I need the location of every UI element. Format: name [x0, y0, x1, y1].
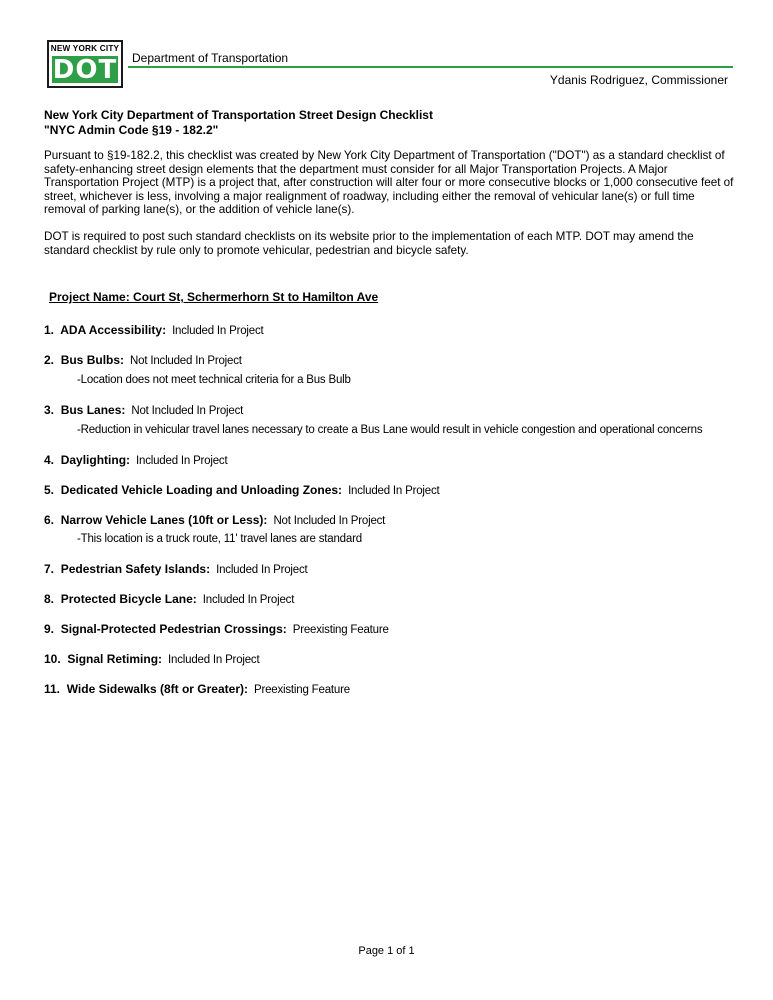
item-label: 10. Signal Retiming:	[44, 652, 163, 666]
item-status: Preexisting Feature	[292, 624, 389, 636]
item-note: -This location is a truck route, 11' travel lanes are standard	[77, 533, 362, 545]
item-status: Not Included In Project	[130, 355, 242, 367]
checklist-item	[44, 592, 294, 606]
nyc-dot-logo	[47, 40, 123, 88]
checklist-item	[44, 483, 440, 497]
item-label: 4. Daylighting:	[44, 453, 131, 467]
item-label: 9. Signal-Protected Pedestrian Crossings:	[44, 622, 287, 636]
item-status: Included In Project	[348, 485, 440, 497]
commissioner-name: Ydanis Rodriguez, Commissioner	[549, 73, 728, 87]
checklist-item	[44, 652, 259, 666]
document-title	[44, 108, 433, 138]
checklist-item	[44, 323, 264, 337]
item-label: 1. ADA Accessibility:	[44, 323, 167, 337]
title-line-2: "NYC Admin Code §19 - 182.2"	[44, 123, 219, 137]
checklist-item	[44, 403, 243, 417]
intro-paragraph: Pursuant to §19-182.2, this checklist was created by New York City Department of Transportation ("DOT") as a standard checklist of safety-enhancing street design elements that the department must consider for all Major Transportation Projects. A Major Transportation Project (MTP) is a project that, after construction will alter four or more consecutive blocks or 1,000 consecutive feet of street, whichever is less, involving a major realignment of roadway, including either the removal of vehicular lane(s) or full time removal of parking lane(s), or the addition of vehicle lane(s).	[44, 149, 734, 216]
item-label: 6. Narrow Vehicle Lanes (10ft or Less):	[44, 513, 268, 527]
checklist-item	[44, 513, 385, 527]
checklist-item	[44, 562, 308, 576]
item-status: Included In Project	[136, 455, 228, 467]
title-line-1: New York City Department of Transportation Street Design Checklist	[44, 108, 433, 122]
item-status: Included In Project	[172, 325, 264, 337]
item-label: 3. Bus Lanes:	[44, 403, 126, 417]
logo-main-text: DOT	[52, 54, 118, 85]
requirement-paragraph: DOT is required to post such standard checklists on its website prior to the implementation of each MTP. DOT may amend the standard checklist by rule only to promote vehicular, pedestrian and bicycle safety.	[44, 230, 694, 257]
item-label: 7. Pedestrian Safety Islands:	[44, 562, 211, 576]
logo-main-block	[52, 56, 118, 83]
item-label: 11. Wide Sidewalks (8ft or Greater):	[44, 682, 248, 696]
logo-top-text: NEW YORK CITY	[50, 44, 120, 53]
item-status: Included In Project	[202, 594, 295, 606]
checklist-item	[44, 622, 389, 636]
item-status: Included In Project	[216, 564, 308, 576]
item-status: Included In Project	[168, 654, 260, 666]
item-status: Not Included In Project	[273, 515, 386, 527]
page-number: Page 1 of 1	[358, 945, 415, 957]
item-note: -Reduction in vehicular travel lanes necessary to create a Bus Lane would result in vehicle congestion and operational concerns	[77, 424, 703, 436]
checklist-item	[44, 453, 227, 467]
item-label: 8. Protected Bicycle Lane:	[44, 592, 197, 606]
item-status: Not Included In Project	[131, 405, 244, 417]
department-name: Department of Transportation	[132, 51, 289, 65]
item-status: Preexisting Feature	[253, 684, 350, 696]
project-name: Project Name: Court St, Schermerhorn St to Hamilton Ave	[49, 290, 379, 304]
header-divider	[128, 66, 733, 68]
item-label: 2. Bus Bulbs:	[44, 353, 125, 367]
item-label: 5. Dedicated Vehicle Loading and Unloading Zones:	[44, 483, 343, 497]
item-note: -Location does not meet technical criteria for a Bus Bulb	[77, 374, 351, 386]
checklist-item	[44, 353, 242, 367]
checklist-item	[44, 682, 350, 696]
